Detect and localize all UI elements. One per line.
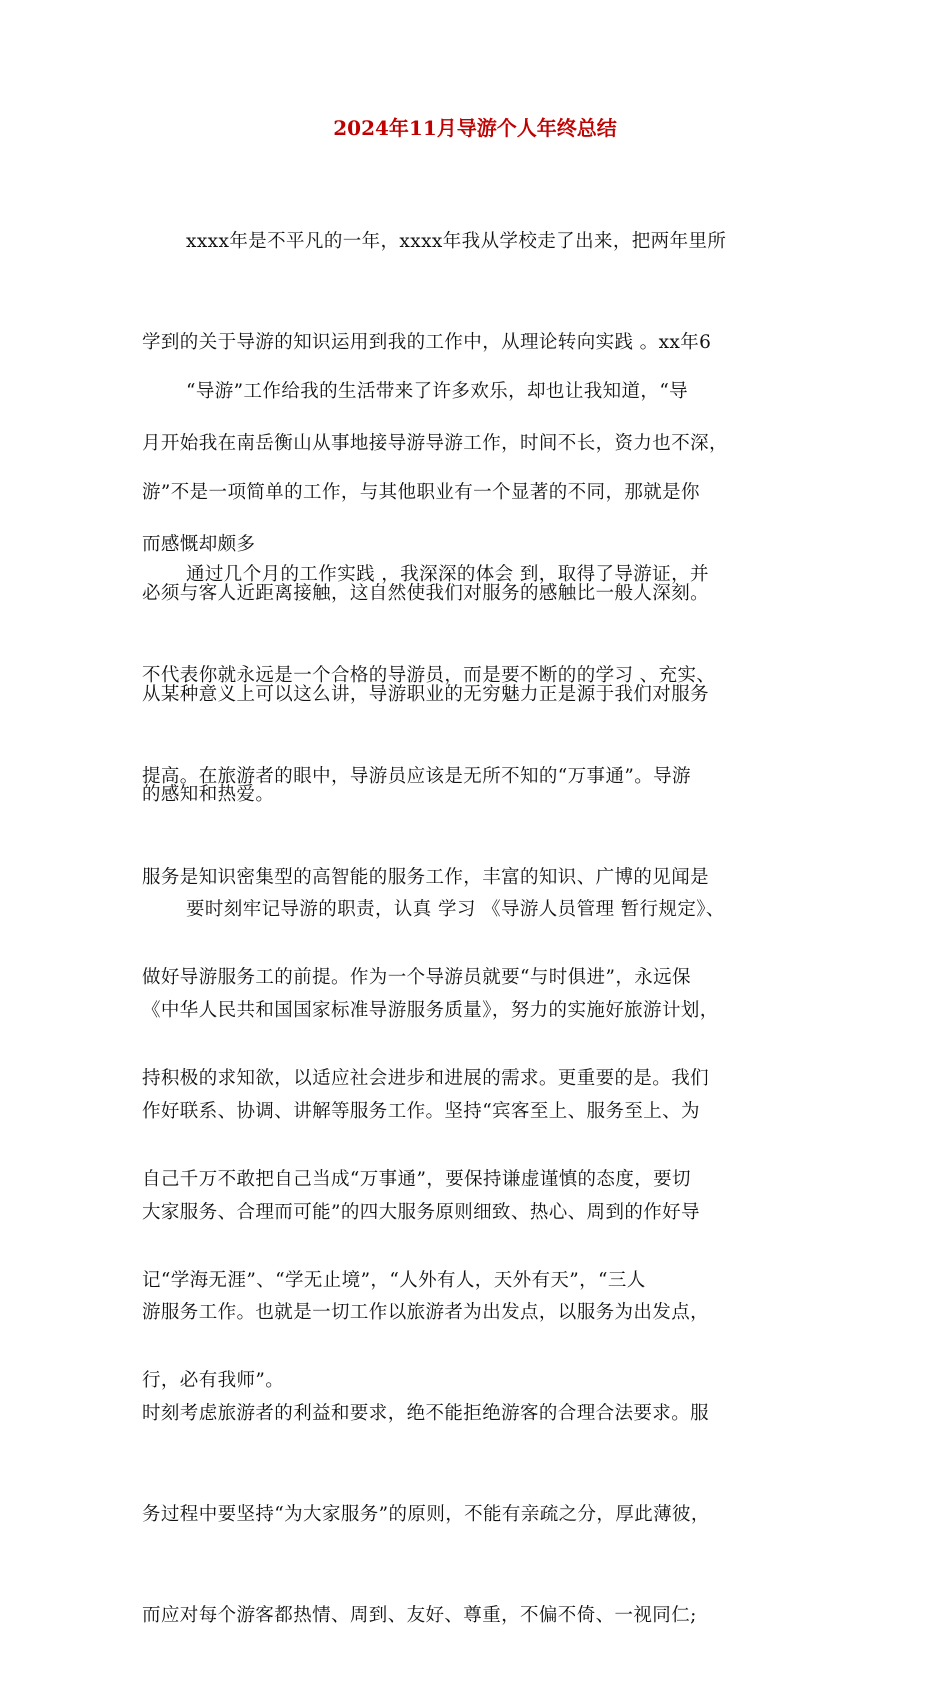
text-line: 大家服务、合理而可能”的四大服务原则细致、热心、周到的作好导 <box>142 1201 700 1223</box>
text-line: 自己千万不敢把自己当成“万事通”，要保持谦虚谨慎的态度，要切 <box>142 1168 691 1190</box>
text-line: 作好联系、协调、讲解等服务工作。坚持“宾客至上、服务至上、为 <box>142 1100 700 1122</box>
text-line: 的感知和热爱。 <box>142 784 275 806</box>
text-line: “导游”工作给我的生活带来了许多欢乐，却也让我知道，“导 <box>186 381 689 403</box>
text-line: 提高。在旅游者的眼中，导游员应该是无所不知的“万事通”。导游 <box>142 765 691 787</box>
text-line: 游”不是一项简单的工作，与其他职业有一个显著的不同，那就是你 <box>142 481 700 503</box>
text-line: 月开始我在南岳衡山从事地接导游导游工作，时间不长，资力也不深， <box>142 432 728 454</box>
text-line: xxxx年是不平凡的一年，xxxx年我从学校走了出来，把两年里所 <box>186 231 727 253</box>
text-line: 不代表你就永远是一个合格的导游员，而是要不断的的学习 、充实、 <box>142 664 716 686</box>
text-line: 《中华人民共和国国家标准导游服务质量》，努力的实施好旅游计划， <box>142 999 719 1021</box>
text-line: 务过程中要坚持“为大家服务”的原则，不能有亲疏之分，厚此薄彼， <box>142 1503 710 1525</box>
text-line: 而感慨却颇多 <box>142 533 256 555</box>
paragraph-4 <box>142 826 725 1699</box>
text-line: 时刻考虑旅游者的利益和要求，绝不能拒绝游客的合理合法要求。服 <box>142 1403 710 1425</box>
text-line: 学到的关于导游的知识运用到我的工作中，从理论转向实践 。xx年6 <box>142 331 712 353</box>
text-line: 做好导游服务工的前提。作为一个导游员就要“与时俱进”，永远保 <box>142 967 691 989</box>
text-line: 必须与客人近距离接触，这自然使我们对服务的感触比一般人深刻。 <box>142 582 710 604</box>
text-line: 而应对每个游客都热情、周到、友好、尊重，不偏不倚、一视同仁; <box>142 1604 697 1626</box>
text-line: 游服务工作。也就是一切工作以旅游者为出发点，以服务为出发点， <box>142 1302 710 1324</box>
text-line: 持积极的求知欲，以适应社会进步和进展的需求。更重要的是。我们 <box>142 1068 710 1090</box>
document-title: 2024年11月导游个人年终总结 <box>333 116 617 140</box>
text-line: 要时刻牢记导游的职责，认真 学习 《导游人员管理 暂行规定》、 <box>186 899 725 921</box>
text-line: 行，必有我师”。 <box>142 1370 285 1392</box>
text-line: 记“学海无涯”、“学无止境”，“人外有人，天外有天”，“三人 <box>142 1269 646 1291</box>
text-line: 从某种意义上可以这么讲，导游职业的无穷魅力正是源于我们对服务 <box>142 683 710 705</box>
text-line: 通过几个月的工作实践 ，我深深的体会 到，取得了导游证，并 <box>186 564 709 586</box>
text-line: 服务是知识密集型的高智能的服务工作，丰富的知识、广博的见闻是 <box>142 866 710 888</box>
